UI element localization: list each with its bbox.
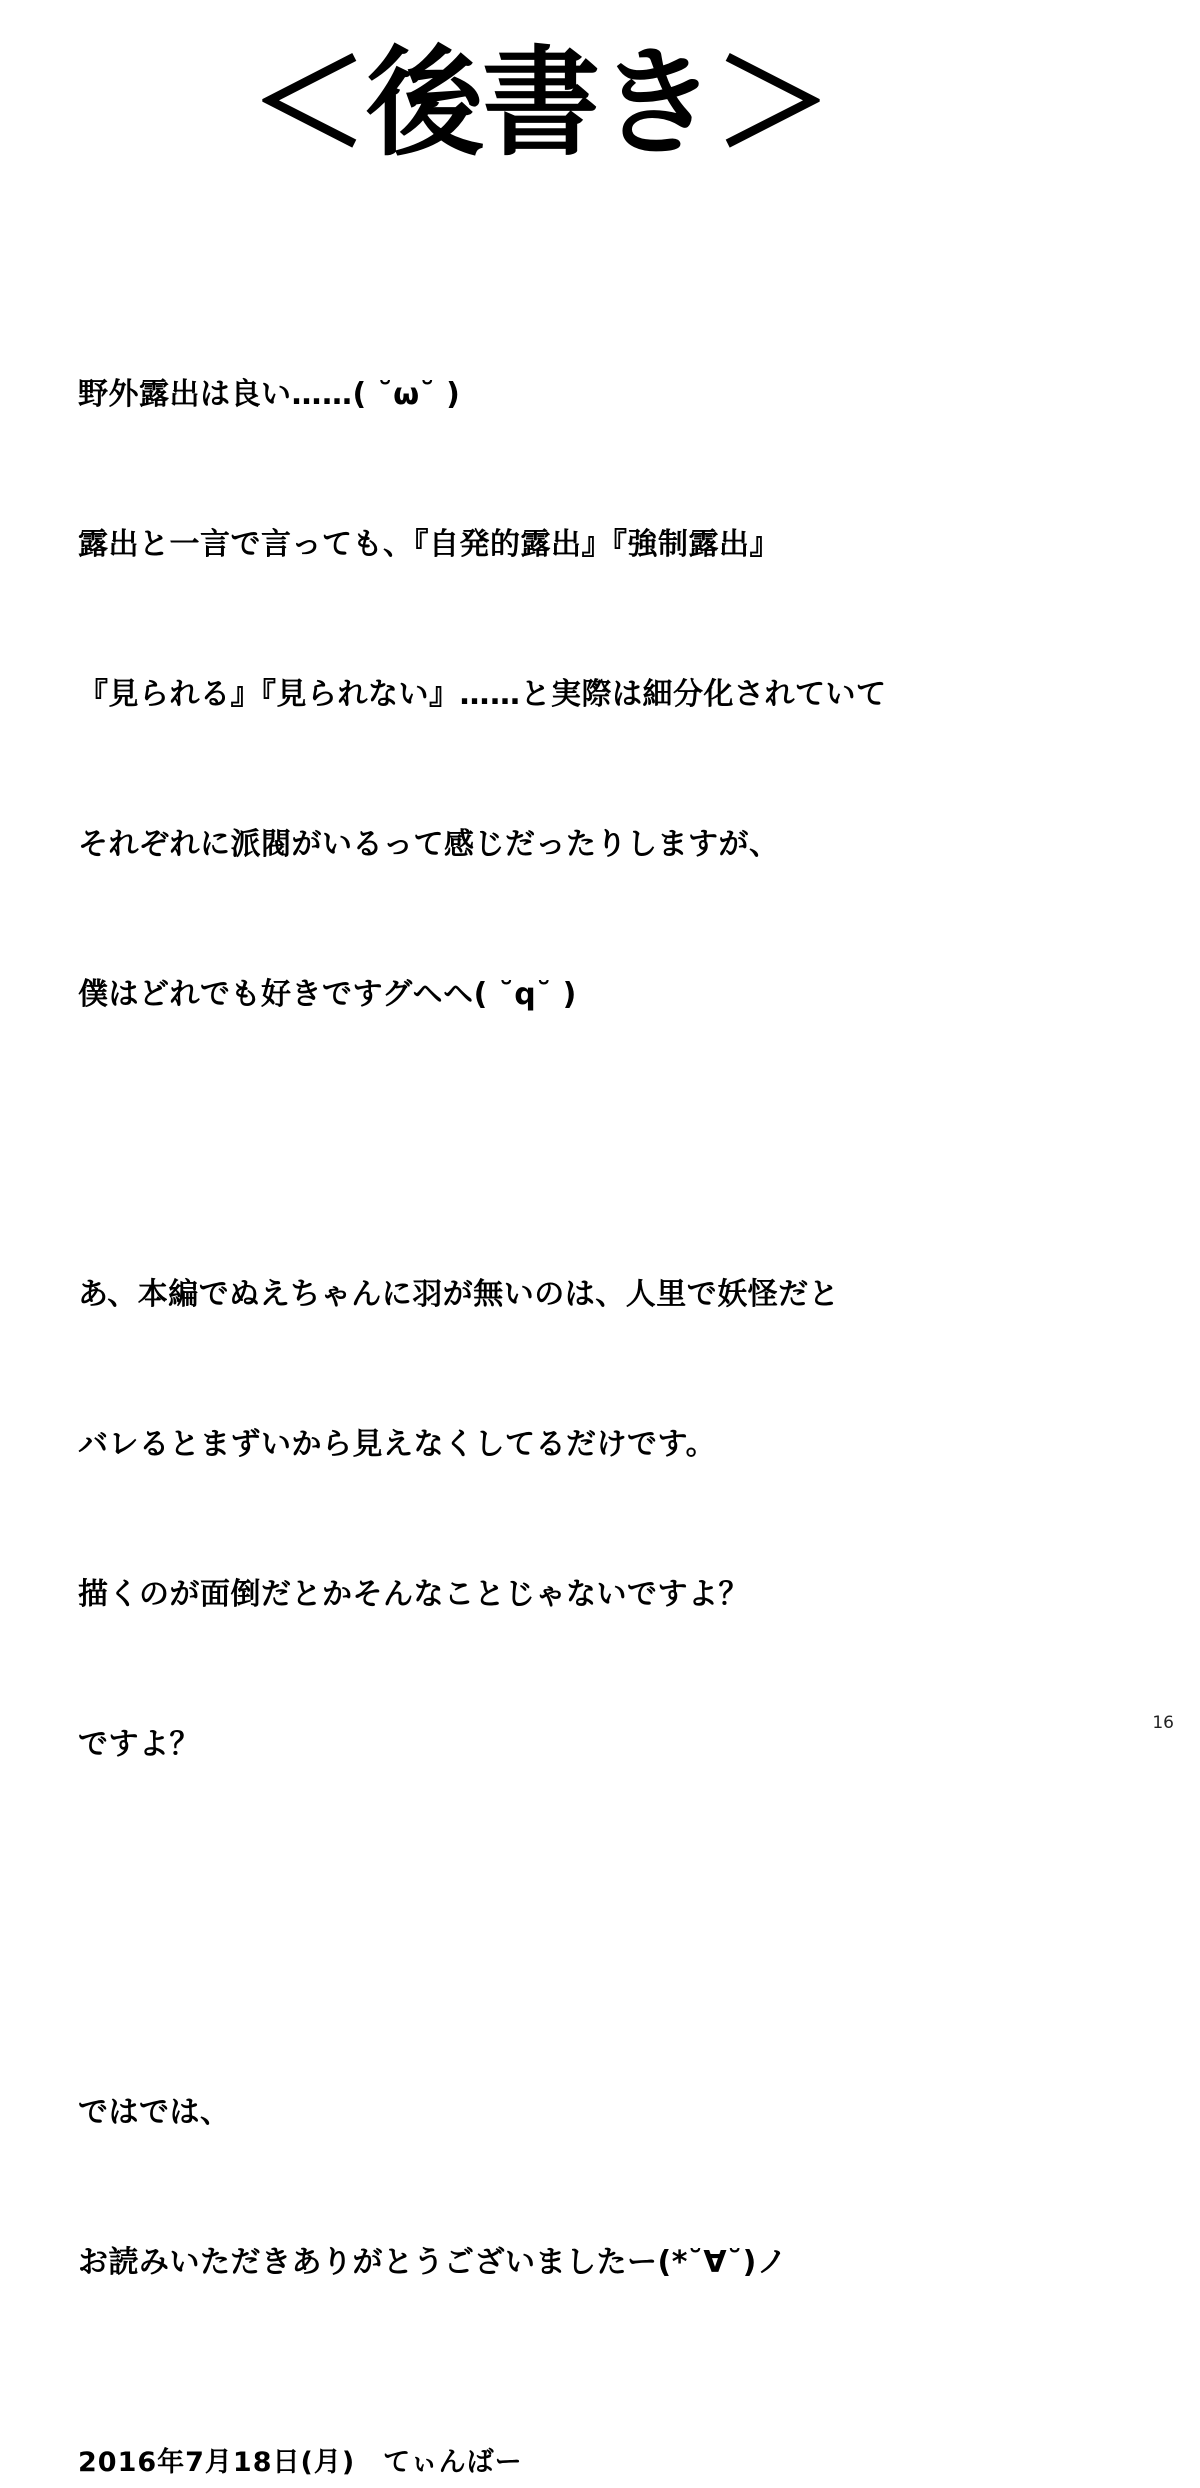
text-line: 『見られる』『見られない』……と実際は細分化されていて	[78, 677, 887, 712]
page-number: 16	[1152, 1713, 1174, 1733]
text-line: それぞれに派閥がいるって感じだったりしますが、	[78, 827, 780, 862]
paragraph-2	[78, 1170, 1058, 1870]
paragraph-spacer	[78, 1120, 1058, 1170]
text-line: バレるとまずいから見えなくしてるだけです。	[78, 1427, 717, 1462]
paragraph-spacer	[78, 2388, 1058, 2438]
text-line: 僕はどれでも好きですグヘヘ( ˘q˘ )	[78, 977, 577, 1012]
signature-line: 2016年7月18日(月) てぃんばー	[78, 2447, 523, 2478]
afterword-body	[78, 270, 1058, 2488]
text-line: ですよ？	[78, 1727, 200, 1762]
paragraph-spacer	[78, 1870, 1058, 1988]
page-title: ＜後書き＞	[249, 34, 830, 172]
text-line: 描くのが面倒だとかそんなことじゃないですよ？	[78, 1577, 749, 1612]
paragraph-3	[78, 1988, 1058, 2388]
text-line: 野外露出は良い……( ˘ω˘ )	[78, 377, 461, 412]
text-line: ではでは、	[78, 2095, 231, 2130]
text-line: あ、本編でぬえちゃんに羽が無いのは、人里で妖怪だと	[78, 1277, 840, 1312]
paragraph-1	[78, 270, 1058, 1120]
text-line: お読みいただきありがとうございましたー(*˘∀˘)ノ	[78, 2245, 788, 2280]
text-line: 露出と一言で言っても、『自発的露出』『強制露出』	[78, 527, 780, 562]
